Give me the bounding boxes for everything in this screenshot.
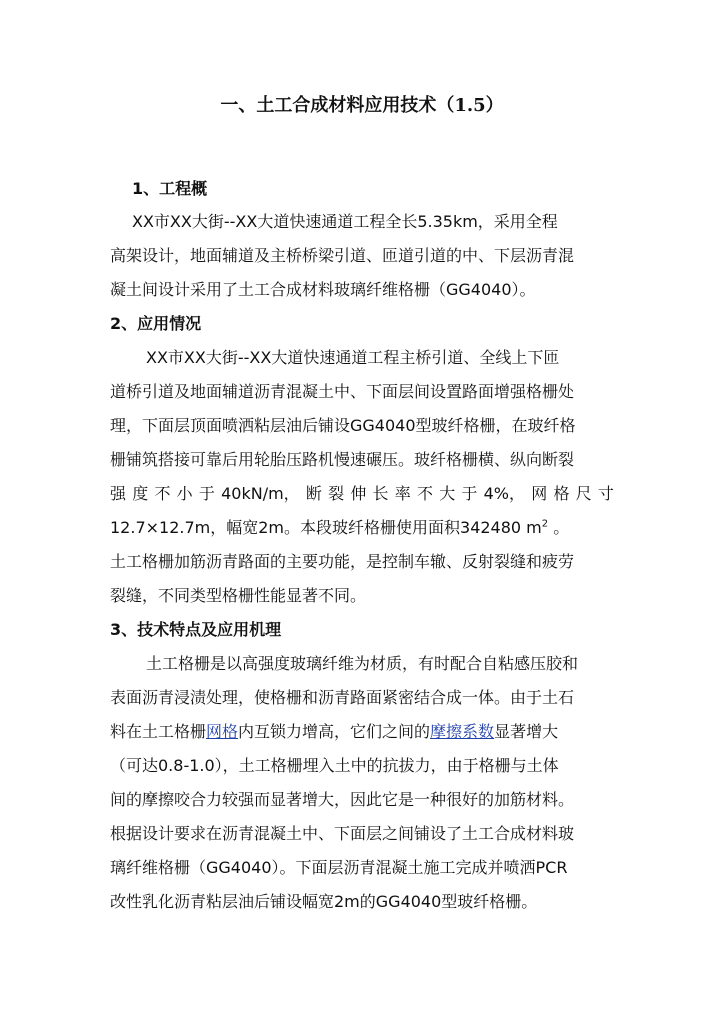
paragraph-line: 凝土间设计采用了土工合成材料玻璃纤维格栅（GG4040）。 [110, 280, 536, 299]
text-token: 寸 [597, 484, 614, 503]
paragraph-line: 理，下面层顶面喷洒粘层油后铺设GG4040型玻纤格栅，在玻纤格 [110, 416, 576, 435]
paragraph-line: 改性乳化沥青粘层油后铺设幅宽2m的GG4040型玻纤格栅。 [110, 892, 538, 911]
section-3-heading: 3、技术特点及应用机理 [110, 620, 282, 639]
text-token: 长 [372, 484, 389, 503]
text-token: 不 [416, 484, 433, 503]
text-token: 伸 [350, 484, 367, 503]
paragraph-line: 璃纤维格栅（GG4040）。下面层沥青混凝土施工完成并喷洒PCR [110, 858, 568, 877]
paragraph-line: 间的摩擦咬合力较强而显著增大，因此它是一种很好的加筋材料。 [110, 790, 575, 809]
text-token: 尺 [575, 484, 592, 503]
section-2-heading: 2、应用情况 [110, 314, 202, 333]
text-token: 强 [110, 484, 127, 503]
paragraph-line: 根据设计要求在沥青混凝土中、下面层之间铺设了土工合成材料玻 [110, 824, 575, 843]
superscript: 2 [541, 518, 549, 530]
paragraph-line: 道桥引道及地面辅道沥青混凝土中、下面层间设置路面增强格栅处 [110, 382, 575, 401]
text-token: 网 [531, 484, 548, 503]
paragraph-line: 裂缝，不同类型格栅性能显著不同。 [110, 586, 367, 605]
paragraph-line: XX市XX大街--XX大道快速通道工程全长5.35km，采用全程 [132, 212, 558, 231]
text-token: 于 [198, 484, 215, 503]
text-token: 断 [305, 484, 322, 503]
text-token: 大 [439, 484, 456, 503]
paragraph-line: 栅铺筑搭接可靠后用轮胎压路机慢速碾压。玻纤格栅横、纵向断裂 [110, 450, 575, 469]
text-token: 于 [461, 484, 478, 503]
section-1-heading: 1、工程概 [132, 179, 208, 198]
link-friction-coefficient[interactable]: 摩擦系数 [430, 722, 495, 741]
text-token: 格 [553, 484, 570, 503]
link-mesh[interactable]: 网格 [206, 722, 239, 741]
text-segment: 显著增大 [494, 722, 559, 741]
text-token: 裂 [328, 484, 345, 503]
document-title: 一、土工合成材料应用技术（1.5） [220, 95, 504, 116]
paragraph-line [110, 516, 569, 540]
text-token: 度 [132, 484, 149, 503]
paragraph-line: 高架设计，地面辅道及主桥桥梁引道、匝道引道的中、下层沥青混 [110, 246, 575, 265]
text-segment: 料在土工格栅 [110, 722, 207, 741]
text-segment: 12.7×12.7m，幅宽2m。本段玻纤格栅使用面积342480 m [110, 518, 542, 537]
text-token: 小 [176, 484, 193, 503]
paragraph-line: 土工格栅是以高强度玻璃纤维为材质，有时配合自粘感压胶和 [146, 654, 579, 673]
paragraph-line-justified [110, 482, 614, 506]
paragraph-line: （可达0.8-1.0），土工格栅埋入土中的抗拔力，由于格栅与土体 [110, 756, 559, 775]
text-segment: 。 [548, 518, 570, 537]
text-token: 率 [394, 484, 411, 503]
text-token: 4%， [483, 484, 526, 503]
paragraph-line-with-links [110, 720, 558, 744]
paragraph-line: 土工格栅加筋沥青路面的主要功能，是控制车辙、反射裂缝和疲劳 [110, 552, 575, 571]
paragraph-line: XX市XX大街--XX大道快速通道工程主桥引道、全线上下匝 [146, 348, 560, 367]
text-token: 40kN/m， [221, 484, 300, 503]
text-segment: 内互锁力增高，它们之间的 [238, 722, 431, 741]
text-token: 不 [154, 484, 171, 503]
paragraph-line: 表面沥青浸渍处理，使格栅和沥青路面紧密结合成一体。由于土石 [110, 688, 575, 707]
